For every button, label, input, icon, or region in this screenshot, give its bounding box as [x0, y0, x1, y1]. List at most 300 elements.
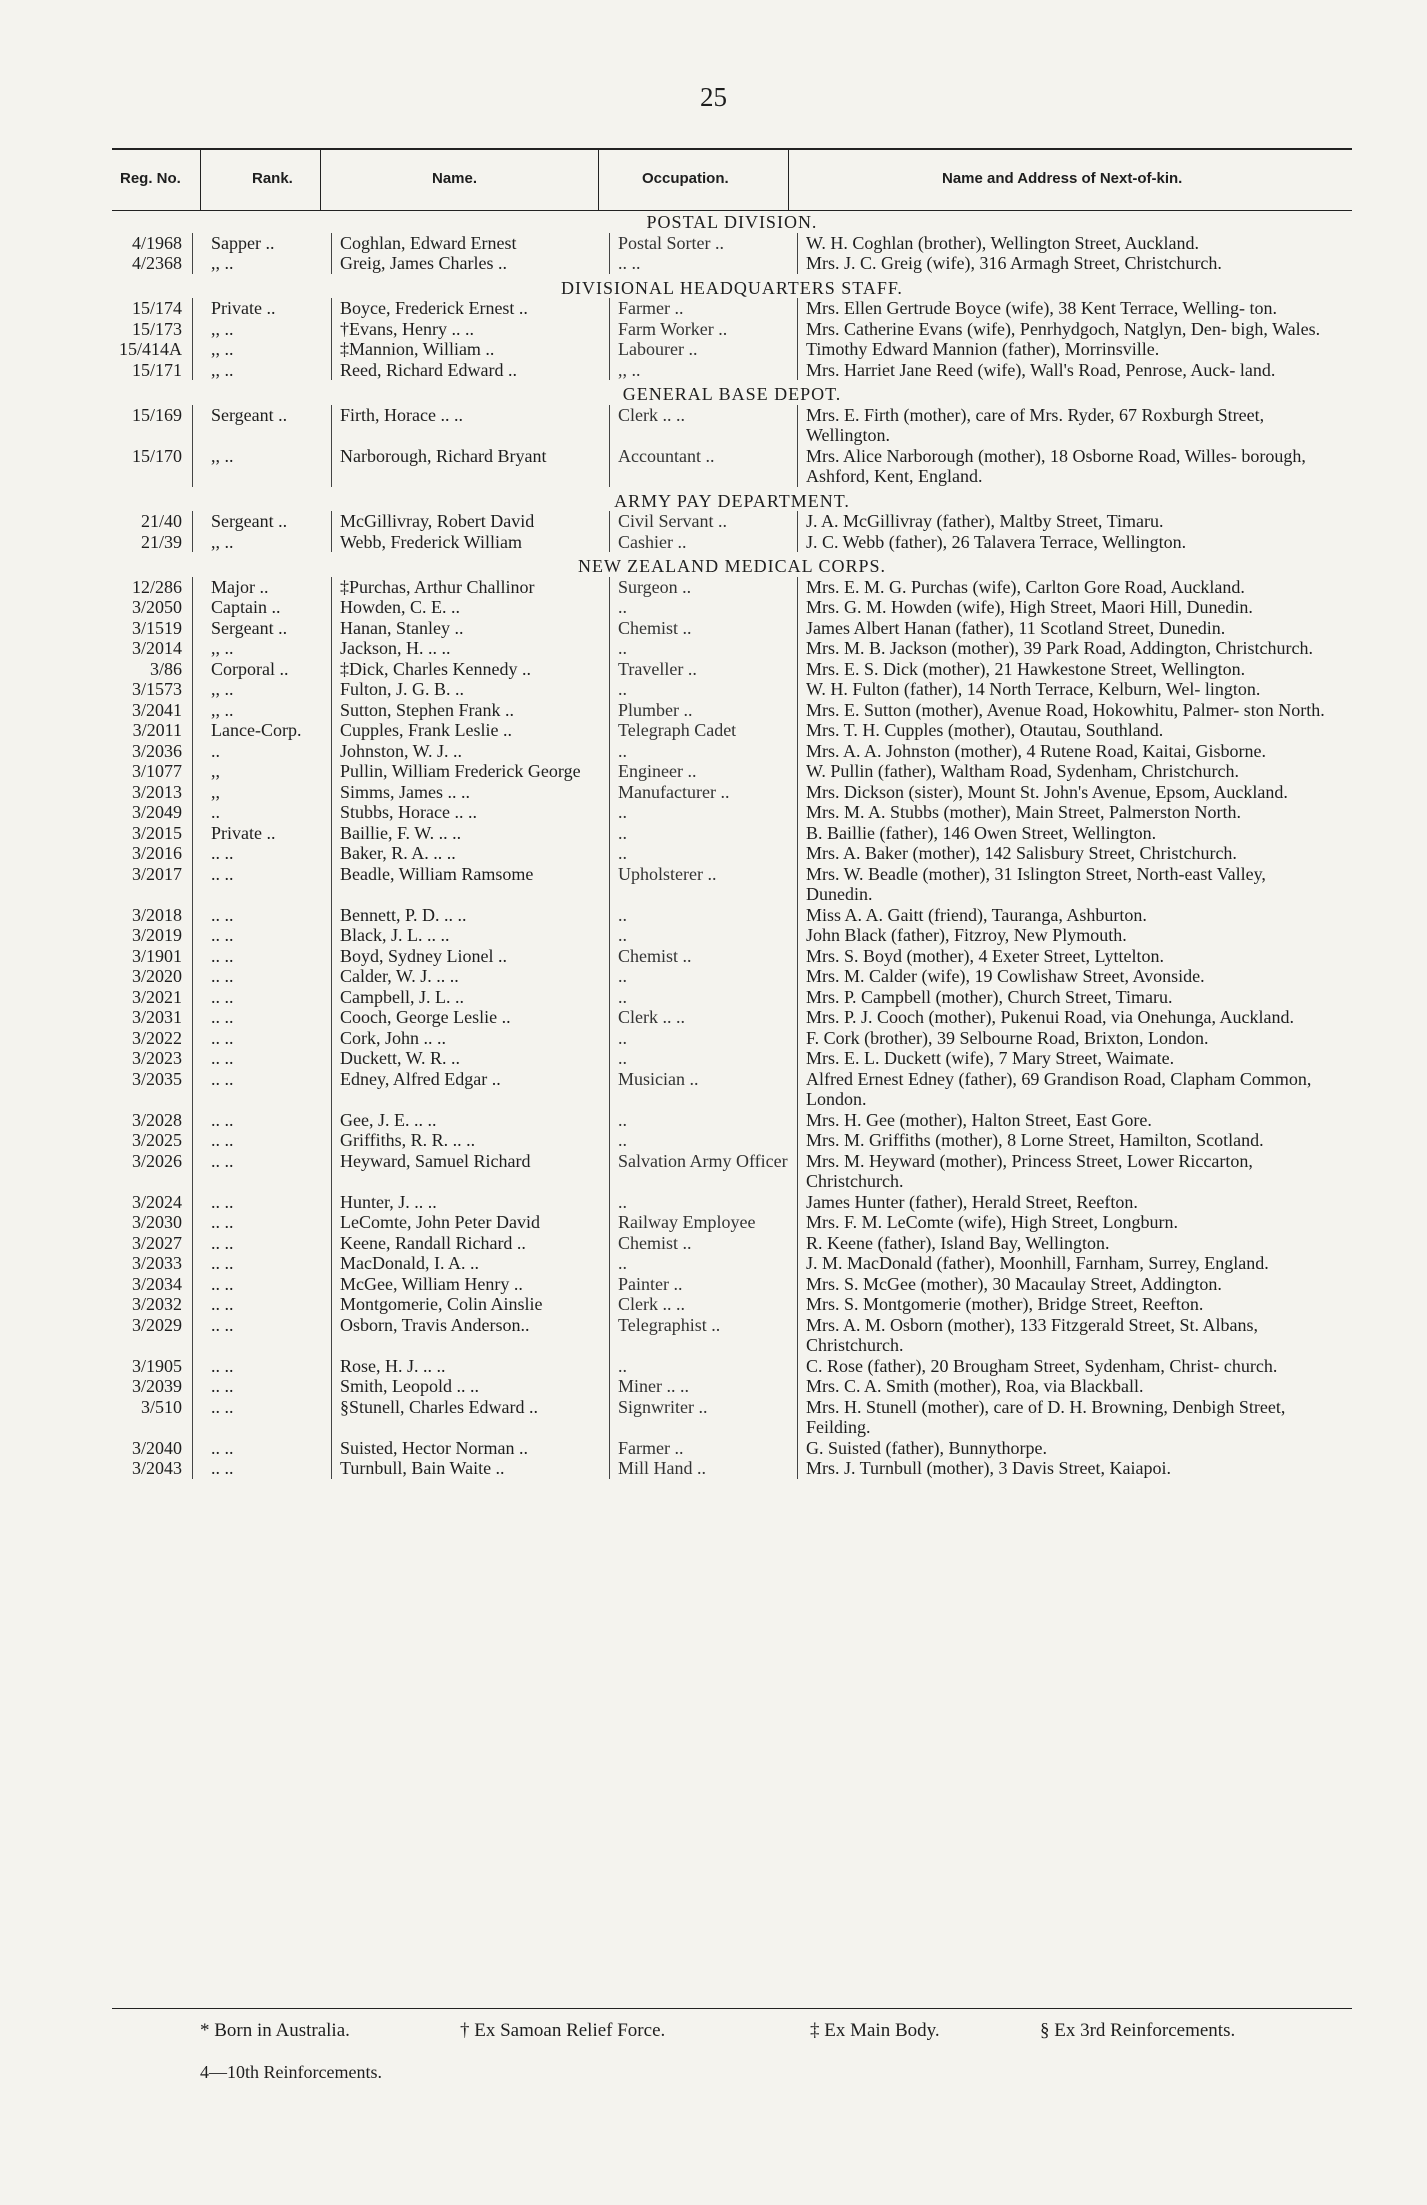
occupation-cell: .. [609, 905, 797, 926]
rank-cell: Major .. [192, 577, 331, 598]
next-of-kin-cell: Mrs. G. M. Howden (wife), High Street, Maori Hill, Dunedin. [797, 597, 1327, 618]
page-number: 25 [700, 82, 727, 112]
name-cell: Stubbs, Horace .. .. [331, 802, 609, 823]
occupation-cell: Upholsterer .. [609, 864, 797, 905]
rank-cell: .. .. [192, 843, 331, 864]
occupation-cell: Clerk .. .. [609, 1007, 797, 1028]
table-row [112, 1069, 1352, 1110]
name-cell: McGillivray, Robert David [331, 511, 609, 532]
name-cell: Baker, R. A. .. .. [331, 843, 609, 864]
header-rank: Rank. [252, 170, 293, 187]
next-of-kin-cell: Timothy Edward Mannion (father), Morrinsville. [797, 339, 1327, 360]
table-row [112, 864, 1352, 905]
next-of-kin-cell: J. C. Webb (father), 26 Talavera Terrace, Wellington. [797, 532, 1327, 553]
occupation-cell: Clerk .. .. [609, 1294, 797, 1315]
table-row [112, 532, 1352, 553]
name-cell: Sutton, Stephen Frank .. [331, 700, 609, 721]
section-title: DIVISIONAL HEADQUARTERS STAFF. [561, 277, 903, 298]
occupation-cell: Telegraph Cadet [609, 720, 797, 741]
table-row [112, 319, 1352, 340]
reg-no-cell: 3/2032 [131, 1294, 182, 1314]
reg-no-cell: 3/2028 [131, 1109, 182, 1130]
next-of-kin-cell: Mrs. M. Griffiths (mother), 8 Lorne Street, Hamilton, Scotland. [797, 1130, 1327, 1151]
header-reg-no: Reg. No. [120, 170, 181, 187]
table-row [112, 1028, 1352, 1049]
occupation-cell: Farmer .. [609, 298, 797, 319]
next-of-kin-cell: W. Pullin (father), Waltham Road, Sydenham, Christchurch. [797, 761, 1327, 782]
occupation-cell: .. [609, 679, 797, 700]
reg-no-cell: 4/1968 [131, 232, 182, 253]
table-row [112, 782, 1352, 803]
table-row [112, 720, 1352, 741]
occupation-cell: Chemist .. [609, 618, 797, 639]
occupation-cell: .. [609, 823, 797, 844]
footnote-main-body: ‡ Ex Main Body. [810, 2020, 940, 2041]
occupation-cell: .. [609, 1192, 797, 1213]
next-of-kin-cell: Mrs. E. M. G. Purchas (wife), Carlton Gore Road, Auckland. [797, 577, 1327, 598]
next-of-kin-cell: J. M. MacDonald (father), Moonhill, Farnham, Surrey, England. [797, 1253, 1327, 1274]
name-cell: Narborough, Richard Bryant [331, 446, 609, 487]
occupation-cell: Chemist .. [609, 946, 797, 967]
next-of-kin-cell: James Albert Hanan (father), 11 Scotland Street, Dunedin. [797, 618, 1327, 639]
next-of-kin-cell: Mrs. A. A. Johnston (mother), 4 Rutene Road, Kaitai, Gisborne. [797, 741, 1327, 762]
rank-cell: Sapper .. [192, 233, 331, 254]
table-row [112, 1130, 1352, 1151]
table-row [112, 1253, 1352, 1274]
rank-cell: Sergeant .. [192, 511, 331, 532]
occupation-cell: .. [609, 638, 797, 659]
name-cell: Cork, John .. .. [331, 1028, 609, 1049]
name-cell: Duckett, W. R. .. [331, 1048, 609, 1069]
rank-cell: Sergeant .. [192, 405, 331, 446]
next-of-kin-cell: Mrs. Catherine Evans (wife), Penrhydgoch, Natglyn, Den- bigh, Wales. [797, 319, 1327, 340]
rank-cell: ,, .. [192, 700, 331, 721]
name-cell: Montgomerie, Colin Ainslie [331, 1294, 609, 1315]
section-title: NEW ZEALAND MEDICAL CORPS. [578, 556, 886, 576]
occupation-cell: Farmer .. [609, 1438, 797, 1459]
bottom-label: 4—10th Reinforcements. [200, 2062, 382, 2082]
table-row [112, 802, 1352, 823]
next-of-kin-cell: Mrs. A. M. Osborn (mother), 133 Fitzgerald Street, St. Albans, Christchurch. [797, 1315, 1327, 1356]
section-title: ARMY PAY DEPARTMENT. [614, 490, 850, 511]
rank-cell: ,, .. [192, 319, 331, 340]
next-of-kin-cell: J. A. McGillivray (father), Maltby Street, Timaru. [797, 511, 1327, 532]
name-cell: ‡Dick, Charles Kennedy .. [331, 659, 609, 680]
occupation-cell: Manufacturer .. [609, 782, 797, 803]
occupation-cell: Engineer .. [609, 761, 797, 782]
next-of-kin-cell: Mrs. E. Sutton (mother), Avenue Road, Hokowhitu, Palmer- ston North. [797, 700, 1327, 721]
rank-cell: .. .. [192, 1397, 331, 1438]
name-cell: LeComte, John Peter David [331, 1212, 609, 1233]
table-row [112, 823, 1352, 844]
name-cell: Rose, H. J. .. .. [331, 1356, 609, 1377]
name-cell: Cupples, Frank Leslie .. [331, 720, 609, 741]
rank-cell: .. .. [192, 1192, 331, 1213]
reg-no-cell: 3/2036 [131, 740, 182, 761]
table-row [112, 1458, 1352, 1479]
occupation-cell: Signwriter .. [609, 1397, 797, 1438]
name-cell: Smith, Leopold .. .. [331, 1376, 609, 1397]
table-row [112, 405, 1352, 446]
rank-cell: .. .. [192, 1356, 331, 1377]
reg-no-cell: 3/2031 [131, 1007, 182, 1027]
reg-no-cell: 3/2016 [131, 843, 182, 863]
name-cell: Baillie, F. W. .. .. [331, 823, 609, 844]
rank-cell: ,, .. [192, 679, 331, 700]
next-of-kin-cell: Mrs. E. S. Dick (mother), 21 Hawkestone Street, Wellington. [797, 659, 1327, 680]
table-row [112, 905, 1352, 926]
name-cell: Johnston, W. J. .. [331, 741, 609, 762]
next-of-kin-cell: Mrs. A. Baker (mother), 142 Salisbury Street, Christchurch. [797, 843, 1327, 864]
next-of-kin-cell: F. Cork (brother), 39 Selbourne Road, Brixton, London. [797, 1028, 1327, 1049]
rank-cell: .. .. [192, 946, 331, 967]
rank-cell: .. [192, 802, 331, 823]
header-name: Name. [432, 170, 478, 187]
reg-no-cell: 15/170 [131, 445, 182, 466]
occupation-cell: Musician .. [609, 1069, 797, 1110]
name-cell: §Stunell, Charles Edward .. [331, 1397, 609, 1438]
rank-cell: .. .. [192, 925, 331, 946]
footnote-born-australia: * Born in Australia. [200, 2020, 350, 2041]
occupation-cell: .. [609, 1028, 797, 1049]
name-cell: Hunter, J. .. .. [331, 1192, 609, 1213]
table-row [112, 987, 1352, 1008]
reg-no-cell: 15/414A [119, 339, 182, 359]
table-row [112, 843, 1352, 864]
rank-cell: .. .. [192, 1151, 331, 1192]
table-header [112, 148, 1352, 211]
table-row [112, 700, 1352, 721]
reg-no-cell: 3/2035 [131, 1068, 182, 1089]
next-of-kin-cell: Mrs. T. H. Cupples (mother), Otautau, Southland. [797, 720, 1327, 741]
table-row [112, 253, 1352, 274]
rank-cell: .. .. [192, 1028, 331, 1049]
reg-no-cell: 3/2043 [131, 1458, 182, 1478]
reg-no-cell: 21/40 [140, 511, 182, 531]
rank-cell: .. .. [192, 1458, 331, 1479]
next-of-kin-cell: Mrs. Dickson (sister), Mount St. John's Avenue, Epsom, Auckland. [797, 782, 1327, 803]
reg-no-cell: 3/2027 [131, 1232, 182, 1253]
occupation-cell: .. [609, 1253, 797, 1274]
next-of-kin-cell: Mrs. J. C. Greig (wife), 316 Armagh Street, Christchurch. [797, 253, 1327, 274]
rank-cell: ,, [192, 761, 331, 782]
table-row [112, 1110, 1352, 1131]
occupation-cell: Traveller .. [609, 659, 797, 680]
name-cell: Simms, James .. .. [331, 782, 609, 803]
rank-cell: ,, .. [192, 339, 331, 360]
next-of-kin-cell: Mrs. F. M. LeComte (wife), High Street, Longburn. [797, 1212, 1327, 1233]
next-of-kin-cell: Mrs. J. Turnbull (mother), 3 Davis Street, Kaiapoi. [797, 1458, 1327, 1479]
table-row [112, 1397, 1352, 1438]
name-cell: †Evans, Henry .. .. [331, 319, 609, 340]
rank-cell: .. .. [192, 1212, 331, 1233]
reg-no-cell: 3/2022 [131, 1027, 182, 1048]
name-cell: Pullin, William Frederick George [331, 761, 609, 782]
table-row [112, 577, 1352, 598]
next-of-kin-cell: Mrs. C. A. Smith (mother), Roa, via Blackball. [797, 1376, 1327, 1397]
reg-no-cell: 3/1573 [131, 679, 182, 699]
table-row [112, 360, 1352, 381]
table-row [112, 511, 1352, 532]
reg-no-cell: 3/1519 [131, 617, 182, 638]
next-of-kin-cell: Mrs. P. Campbell (mother), Church Street, Timaru. [797, 987, 1327, 1008]
name-cell: Boyce, Frederick Ernest .. [331, 298, 609, 319]
table-row [112, 1233, 1352, 1254]
next-of-kin-cell: W. H. Coghlan (brother), Wellington Street, Auckland. [797, 233, 1327, 254]
next-of-kin-cell: Mrs. E. Firth (mother), care of Mrs. Ryder, 67 Roxburgh Street, Wellington. [797, 405, 1327, 446]
reg-no-cell: 3/2024 [131, 1191, 182, 1212]
name-cell: Gee, J. E. .. .. [331, 1110, 609, 1131]
table-row [112, 1438, 1352, 1459]
reg-no-cell: 3/2018 [131, 904, 182, 925]
occupation-cell: .. [609, 741, 797, 762]
rank-cell: .. .. [192, 1376, 331, 1397]
header-occupation: Occupation. [642, 170, 729, 187]
reg-no-cell: 3/1077 [131, 761, 182, 781]
name-cell: ‡Mannion, William .. [331, 339, 609, 360]
bottom-rule [112, 2008, 1352, 2009]
name-cell: Cooch, George Leslie .. [331, 1007, 609, 1028]
table-row [112, 659, 1352, 680]
occupation-cell: .. [609, 1048, 797, 1069]
reg-no-cell: 3/2040 [131, 1437, 182, 1458]
table-row [112, 946, 1352, 967]
reg-no-cell: 3/86 [149, 658, 182, 679]
occupation-cell: .. [609, 966, 797, 987]
name-cell: ‡Purchas, Arthur Challinor [331, 577, 609, 598]
occupation-cell: .. [609, 987, 797, 1008]
rank-cell: Captain .. [192, 597, 331, 618]
rank-cell: .. .. [192, 1274, 331, 1295]
reg-no-cell: 3/2020 [131, 966, 182, 986]
reg-no-cell: 3/2030 [131, 1212, 182, 1232]
occupation-cell: Chemist .. [609, 1233, 797, 1254]
table-row [112, 597, 1352, 618]
name-cell: Greig, James Charles .. [331, 253, 609, 274]
name-cell: Reed, Richard Edward .. [331, 360, 609, 381]
next-of-kin-cell: Mrs. M. B. Jackson (mother), 39 Park Road, Addington, Christchurch. [797, 638, 1327, 659]
header-divider [788, 150, 789, 210]
reg-no-cell: 3/2017 [131, 863, 182, 884]
name-cell: Black, J. L. .. .. [331, 925, 609, 946]
rank-cell: Lance-Corp. [192, 720, 331, 741]
header-divider [598, 150, 599, 210]
rank-cell: Sergeant .. [192, 618, 331, 639]
reg-no-cell: 3/2039 [131, 1376, 182, 1396]
name-cell: Suisted, Hector Norman .. [331, 1438, 609, 1459]
table-row [112, 679, 1352, 700]
occupation-cell: Clerk .. .. [609, 405, 797, 446]
next-of-kin-cell: Mrs. S. Montgomerie (mother), Bridge Street, Reefton. [797, 1294, 1327, 1315]
next-of-kin-cell: Mrs. E. L. Duckett (wife), 7 Mary Street, Waimate. [797, 1048, 1327, 1069]
occupation-cell: Surgeon .. [609, 577, 797, 598]
table-row [112, 741, 1352, 762]
rank-cell: .. .. [192, 1110, 331, 1131]
rank-cell: ,, .. [192, 360, 331, 381]
rank-cell: .. .. [192, 1233, 331, 1254]
table-row [112, 966, 1352, 987]
name-cell: Coghlan, Edward Ernest [331, 233, 609, 254]
reg-no-cell: 15/173 [131, 318, 182, 339]
header-next-of-kin: Name and Address of Next-of-kin. [942, 170, 1183, 187]
reg-no-cell: 3/2034 [131, 1273, 182, 1294]
next-of-kin-cell: R. Keene (father), Island Bay, Wellington. [797, 1233, 1327, 1254]
rank-cell: .. .. [192, 1048, 331, 1069]
table-row [112, 638, 1352, 659]
rank-cell: .. [192, 741, 331, 762]
section-title: POSTAL DIVISION. [646, 212, 818, 232]
reg-no-cell: 15/174 [131, 298, 182, 318]
reg-no-cell: 3/1901 [131, 945, 182, 966]
next-of-kin-cell: Alfred Ernest Edney (father), 69 Grandison Road, Clapham Common, London. [797, 1069, 1327, 1110]
rank-cell: Private .. [192, 823, 331, 844]
name-cell: McGee, William Henry .. [331, 1274, 609, 1295]
next-of-kin-cell: Mrs. H. Gee (mother), Halton Street, East Gore. [797, 1110, 1327, 1131]
next-of-kin-cell: B. Baillie (father), 146 Owen Street, Wellington. [797, 823, 1327, 844]
rank-cell: ,, .. [192, 638, 331, 659]
occupation-cell: .. [609, 1130, 797, 1151]
reg-no-cell: 3/2021 [131, 986, 182, 1007]
occupation-cell: .. [609, 925, 797, 946]
occupation-cell: Labourer .. [609, 339, 797, 360]
rank-cell: .. .. [192, 987, 331, 1008]
table-row [112, 1007, 1352, 1028]
reg-no-cell: 3/2029 [131, 1314, 182, 1335]
occupation-cell: .. [609, 597, 797, 618]
occupation-cell: Painter .. [609, 1274, 797, 1295]
name-cell: Calder, W. J. .. .. [331, 966, 609, 987]
rank-cell: ,, .. [192, 253, 331, 274]
rank-cell: Private .. [192, 298, 331, 319]
rank-cell: .. .. [192, 966, 331, 987]
next-of-kin-cell: C. Rose (father), 20 Brougham Street, Sydenham, Christ- church. [797, 1356, 1327, 1377]
reg-no-cell: 12/286 [131, 576, 182, 597]
name-cell: Boyd, Sydney Lionel .. [331, 946, 609, 967]
next-of-kin-cell: Mrs. Ellen Gertrude Boyce (wife), 38 Kent Terrace, Welling- ton. [797, 298, 1327, 319]
name-cell: Fulton, J. G. B. .. [331, 679, 609, 700]
table-row [112, 1274, 1352, 1295]
name-cell: Osborn, Travis Anderson.. [331, 1315, 609, 1356]
name-cell: Heyward, Samuel Richard [331, 1151, 609, 1192]
reg-no-cell: 3/2013 [131, 781, 182, 802]
name-cell: MacDonald, I. A. .. [331, 1253, 609, 1274]
table-row [112, 1192, 1352, 1213]
table-row [112, 1151, 1352, 1192]
occupation-cell: Cashier .. [609, 532, 797, 553]
occupation-cell: .. .. [609, 253, 797, 274]
reg-no-cell: 3/2041 [131, 699, 182, 720]
rank-cell: .. .. [192, 1253, 331, 1274]
next-of-kin-cell: Mrs. S. Boyd (mother), 4 Exeter Street, Lyttelton. [797, 946, 1327, 967]
reg-no-cell: 3/2025 [131, 1130, 182, 1150]
header-divider [320, 150, 321, 210]
next-of-kin-cell: John Black (father), Fitzroy, New Plymouth. [797, 925, 1327, 946]
table-row [112, 618, 1352, 639]
section-title: GENERAL BASE DEPOT. [622, 384, 842, 404]
name-cell: Keene, Randall Richard .. [331, 1233, 609, 1254]
reg-no-cell: 3/2014 [131, 638, 182, 658]
table-row [112, 1048, 1352, 1069]
rank-cell: ,, [192, 782, 331, 803]
rank-cell: .. .. [192, 864, 331, 905]
next-of-kin-cell: Mrs. W. Beadle (mother), 31 Islington Street, North-east Valley, Dunedin. [797, 864, 1327, 905]
roll-table [112, 208, 1352, 1479]
rank-cell: ,, .. [192, 446, 331, 487]
reg-no-cell: 4/2368 [131, 253, 182, 273]
reg-no-cell: 3/2050 [131, 597, 182, 617]
reg-no-cell: 3/2015 [131, 822, 182, 843]
occupation-cell: Plumber .. [609, 700, 797, 721]
table-row [112, 298, 1352, 319]
occupation-cell: Farm Worker .. [609, 319, 797, 340]
reg-no-cell: 3/2011 [132, 720, 182, 740]
name-cell: Jackson, H. .. .. [331, 638, 609, 659]
rank-cell: .. .. [192, 1069, 331, 1110]
table-row [112, 339, 1352, 360]
reg-no-cell: 15/171 [131, 359, 182, 380]
next-of-kin-cell: James Hunter (father), Herald Street, Reefton. [797, 1192, 1327, 1213]
occupation-cell: .. [609, 1356, 797, 1377]
occupation-cell: Miner .. .. [609, 1376, 797, 1397]
name-cell: Beadle, William Ramsome [331, 864, 609, 905]
table-row [112, 1294, 1352, 1315]
rank-cell: .. .. [192, 1294, 331, 1315]
rank-cell: .. .. [192, 1438, 331, 1459]
next-of-kin-cell: Mrs. M. Calder (wife), 19 Cowlishaw Street, Avonside. [797, 966, 1327, 987]
occupation-cell: Railway Employee [609, 1212, 797, 1233]
reg-no-cell: 3/1905 [131, 1355, 182, 1376]
next-of-kin-cell: Mrs. S. McGee (mother), 30 Macaulay Street, Addington. [797, 1274, 1327, 1295]
reg-no-cell: 21/39 [140, 531, 182, 552]
rank-cell: .. .. [192, 1130, 331, 1151]
next-of-kin-cell: Mrs. M. Heyward (mother), Princess Street, Lower Riccarton, Christchurch. [797, 1151, 1327, 1192]
reg-no-cell: 15/169 [131, 404, 182, 425]
reg-no-cell: 3/2023 [131, 1048, 182, 1068]
reg-no-cell: 3/2049 [131, 802, 182, 822]
rank-cell: Corporal .. [192, 659, 331, 680]
occupation-cell: .. [609, 802, 797, 823]
table-row [112, 925, 1352, 946]
rank-cell: .. .. [192, 1007, 331, 1028]
reg-no-cell: 3/2019 [131, 925, 182, 945]
footnotes [200, 2020, 1350, 2042]
table-row [112, 1356, 1352, 1377]
name-cell: Bennett, P. D. .. .. [331, 905, 609, 926]
next-of-kin-cell: G. Suisted (father), Bunnythorpe. [797, 1438, 1327, 1459]
rank-cell: ,, .. [192, 532, 331, 553]
next-of-kin-cell: Mrs. Harriet Jane Reed (wife), Wall's Road, Penrose, Auck- land. [797, 360, 1327, 381]
table-row [112, 446, 1352, 487]
next-of-kin-cell: W. H. Fulton (father), 14 North Terrace, Kelburn, Wel- lington. [797, 679, 1327, 700]
occupation-cell: Mill Hand .. [609, 1458, 797, 1479]
name-cell: Griffiths, R. R. .. .. [331, 1130, 609, 1151]
occupation-cell: Accountant .. [609, 446, 797, 487]
footnote-samoan-relief: † Ex Samoan Relief Force. [460, 2020, 666, 2041]
table-row [112, 1376, 1352, 1397]
reg-no-cell: 3/2026 [131, 1150, 182, 1171]
name-cell: Webb, Frederick William [331, 532, 609, 553]
rank-cell: .. .. [192, 905, 331, 926]
next-of-kin-cell: Mrs. Alice Narborough (mother), 18 Osborne Road, Willes- borough, Ashford, Kent, England. [797, 446, 1327, 487]
table-row [112, 233, 1352, 254]
next-of-kin-cell: Miss A. A. Gaitt (friend), Tauranga, Ashburton. [797, 905, 1327, 926]
occupation-cell: .. [609, 1110, 797, 1131]
table-row [112, 761, 1352, 782]
rank-cell: .. .. [192, 1315, 331, 1356]
reg-no-cell: 3/510 [140, 1396, 182, 1417]
name-cell: Campbell, J. L. .. [331, 987, 609, 1008]
table-row [112, 1212, 1352, 1233]
